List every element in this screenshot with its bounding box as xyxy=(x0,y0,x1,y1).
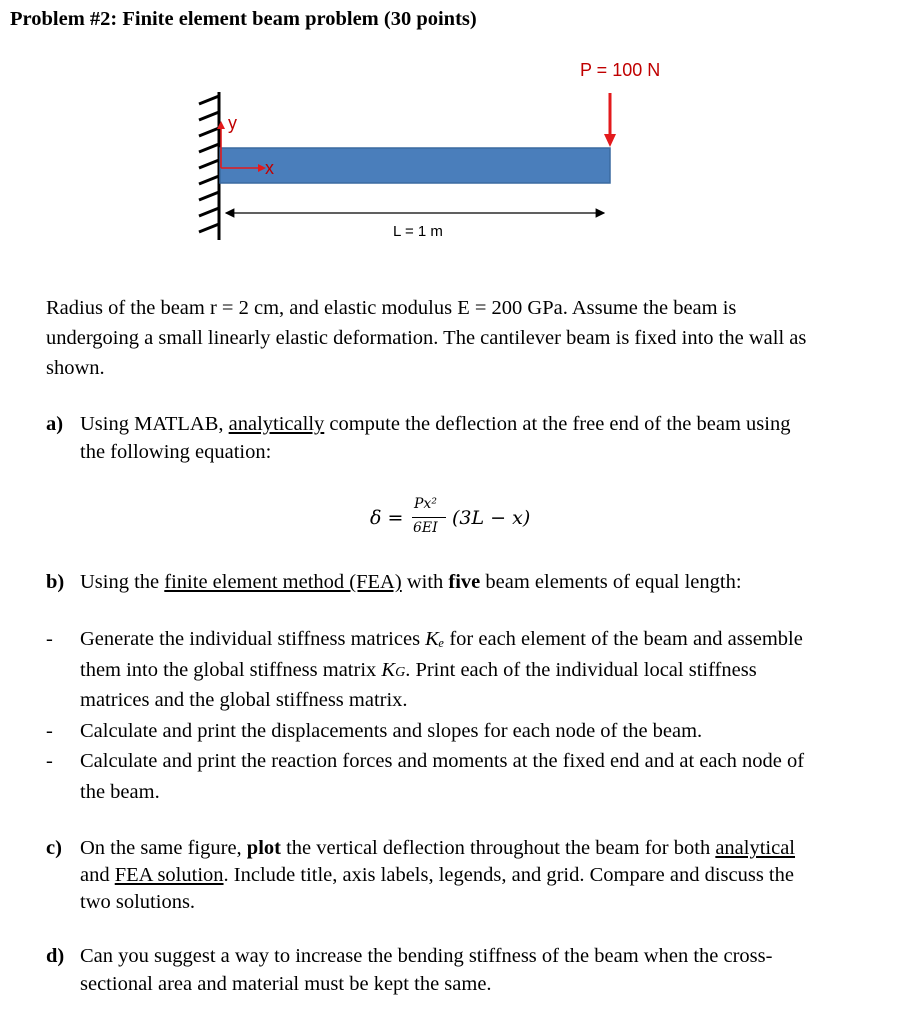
load-arrow xyxy=(604,93,616,147)
part-c-line-2: and FEA solution. Include title, axis labels, legends, and grid. Compare and discuss the xyxy=(80,864,794,886)
part-a-line-2: the following equation: xyxy=(80,441,272,463)
bullet-1-line-1: Generate the individual stiffness matrices Kₑ for each element of the beam and assemble xyxy=(80,628,803,650)
bullet-3-line-2: the beam. xyxy=(80,780,160,803)
y-axis-label: y xyxy=(228,113,237,133)
load-label: P = 100 N xyxy=(580,60,661,80)
part-d-label: d) xyxy=(46,945,65,967)
fraction-bar xyxy=(412,517,446,518)
intro-paragraph xyxy=(46,293,902,383)
deflection-equation xyxy=(370,495,570,545)
bullet-dash: - xyxy=(46,628,53,650)
bullet-dash: - xyxy=(46,719,53,742)
intro-line-1: Radius of the beam r = 2 cm, and elastic modulus E = 200 GPa. Assume the beam is xyxy=(46,297,737,319)
equation-numerator: Px² xyxy=(414,496,437,512)
intro-line-3: shown. xyxy=(46,357,105,379)
equation-rhs: (3L − x) xyxy=(452,507,531,529)
length-label: L = 1 m xyxy=(393,223,443,240)
beam-diagram xyxy=(0,0,912,270)
fixed-wall xyxy=(199,92,219,240)
part-b-line-1: Using the finite element method (FEA) with five beam elements of equal length: xyxy=(80,571,742,593)
intro-line-2: undergoing a small linearly elastic deformation. The cantilever beam is fixed into the wall as xyxy=(46,327,807,349)
part-d-line-2: sectional area and material must be kept the same. xyxy=(80,973,492,995)
part-c-line-3: two solutions. xyxy=(80,891,196,913)
part-c-label: c) xyxy=(46,837,62,859)
bullet-3-line-1: Calculate and print the reaction forces and moments at the fixed end and at each node of xyxy=(80,750,805,772)
problem-title: Problem #2: Finite element beam problem (30 points) xyxy=(10,8,477,30)
beam xyxy=(220,148,610,183)
part-b-label: b) xyxy=(46,571,65,593)
equation-lhs: δ = xyxy=(370,507,404,529)
part-c-line-1: On the same figure, plot the vertical deflection throughout the beam for both analytical xyxy=(80,837,796,859)
x-axis-label: x xyxy=(265,158,274,178)
equation-denominator: 6EI xyxy=(413,520,438,536)
part-d-line-1: Can you suggest a way to increase the bending stiffness of the beam when the cross- xyxy=(80,945,773,967)
part-a-line-1: Using MATLAB, analytically compute the deflection at the free end of the beam using xyxy=(80,413,791,435)
part-a-label: a) xyxy=(46,413,64,435)
bullet-2-line-1: Calculate and print the displacements and slopes for each node of the beam. xyxy=(80,719,703,742)
bullet-1-line-3: matrices and the global stiffness matrix. xyxy=(80,689,408,711)
bullet-dash: - xyxy=(46,750,53,772)
bullet-1-line-2: them into the global stiffness matrix KG. Print each of the individual local stiffness xyxy=(80,658,757,681)
